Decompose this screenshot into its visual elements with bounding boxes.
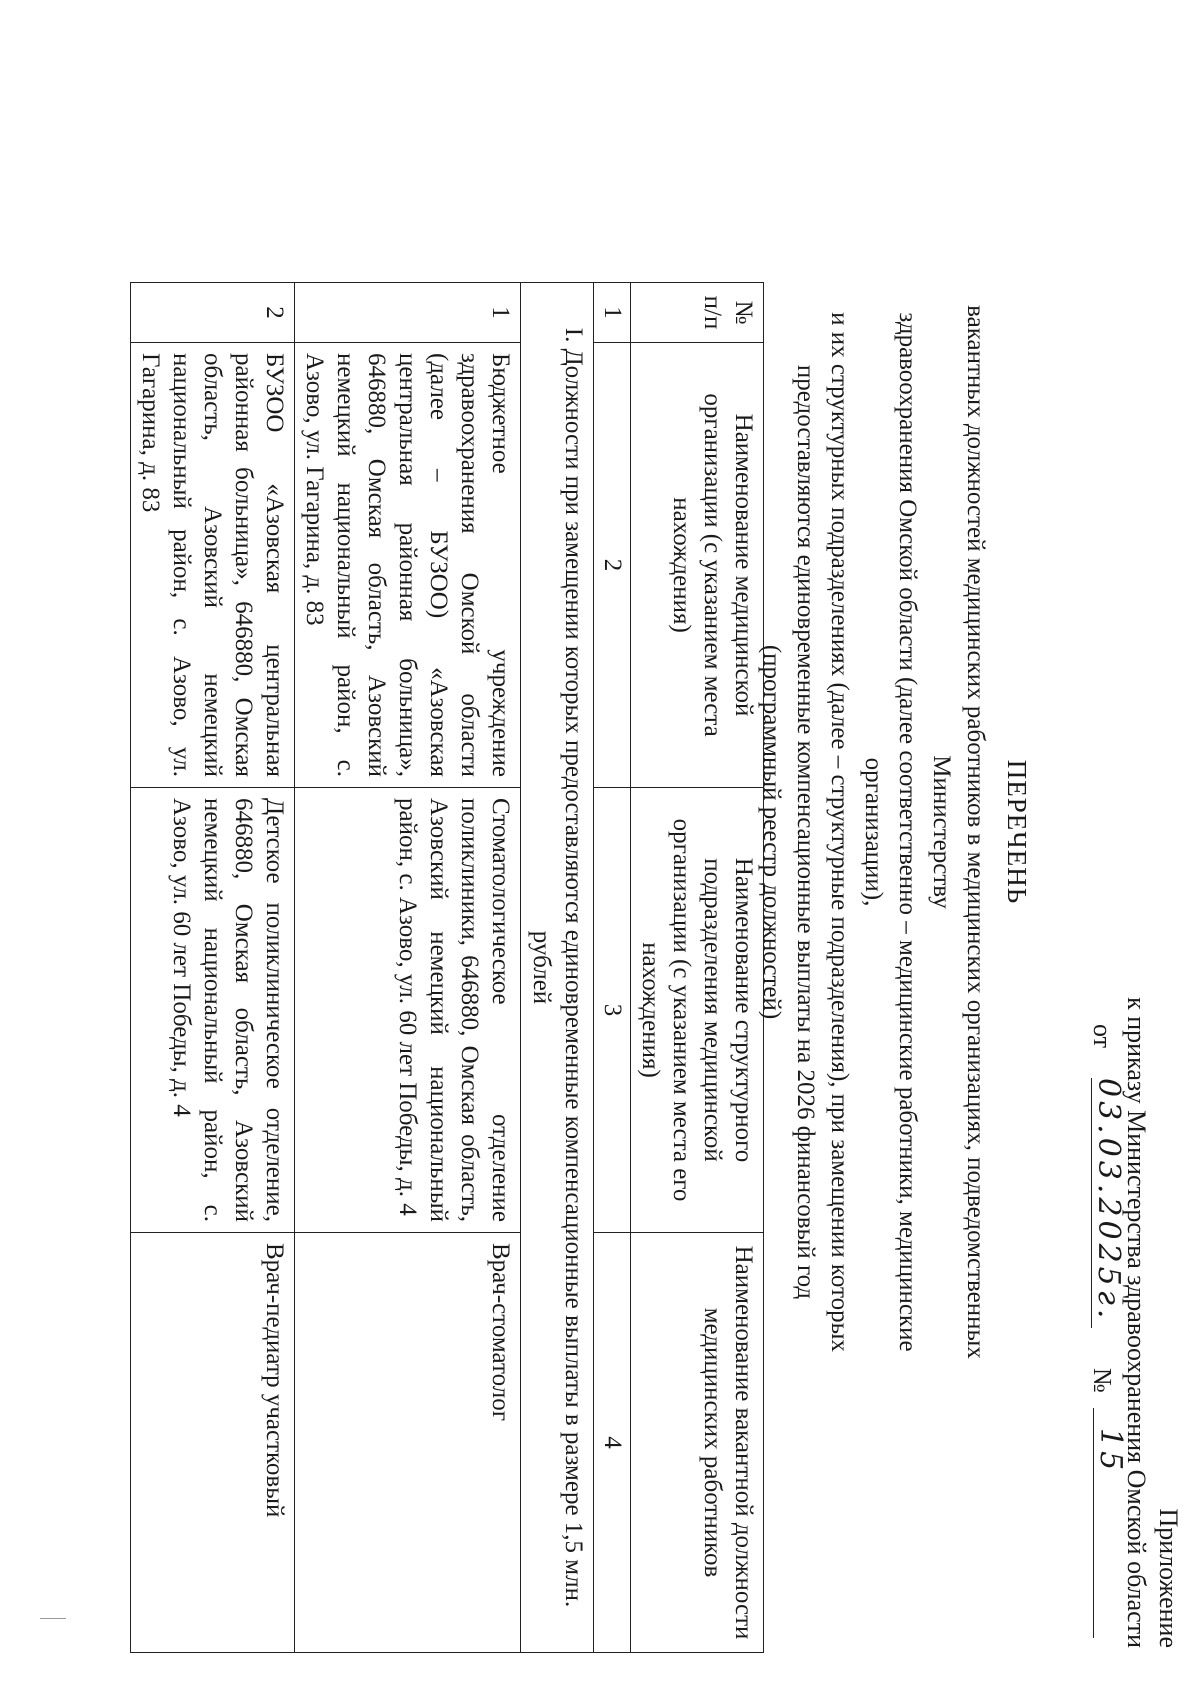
- appendix-title: Приложение: [1154, 1508, 1183, 1648]
- appendix-block: [1084, 928, 1184, 1648]
- header-subdivision: Наименование структурного подразделения медицинской организации (с указанием места его нахождения): [631, 788, 764, 1233]
- subdivision-cell: Стоматологическое отделение поликлиники, 646880, Омская область, Азовский немецкий национальный район, с. Азово, ул. 60 лет Победы, д. 4: [295, 788, 521, 1233]
- organization-cell: БУЗОО «Азовская центральная районная больница», 646880, Омская область, Азовский немецкий национальный район, с. Азово, ул. Гагарина, д. 83: [131, 343, 295, 788]
- table-header-row: [631, 283, 764, 1653]
- table-row: [131, 283, 295, 1653]
- rotated-page: [49, 72, 1184, 1672]
- number-label: №: [1088, 1368, 1117, 1393]
- table-row: [295, 283, 521, 1653]
- appendix-order-ref: к приказу Министерства здравоохранения Омской области: [1122, 997, 1151, 1648]
- position-cell: Врач-педиатр участковый: [131, 1233, 295, 1653]
- subdivision-cell: Детское поликлиническое отделение, 646880, Омская область, Азовский немецкий национальный район, с. Азово, ул. 60 лет Победы, д. 4: [131, 788, 295, 1233]
- organization-cell: Бюджетное учреждение здравоохранения Омской области (далее – БУЗОО) «Азовская центральная районная больница», 646880, Омская область, Азовский немецкий национальный район, с. Азово, ул. Гагарина, д. 83: [295, 343, 521, 788]
- header-num: № п/п: [631, 283, 764, 343]
- column-number: 3: [594, 788, 631, 1233]
- column-number-row: [594, 283, 631, 1653]
- header-organization: Наименование медицинской организации (с указанием места нахождения): [631, 343, 764, 788]
- section-title: I. Должности при замещении которых предоставляются единовременные компенсационные выплаты в размере 1,5 млн. рублей: [521, 283, 594, 1653]
- date-label: от: [1088, 1024, 1117, 1049]
- row-number: 1: [295, 283, 521, 343]
- title-line: здравоохранения Омской области (далее соответственно – медицинские работники, медицинские организации),: [860, 312, 921, 1352]
- document-title: [754, 242, 1034, 1422]
- position-cell: Врач-стоматолог: [295, 1233, 521, 1653]
- order-date: 03.03.2025г.: [1091, 1078, 1124, 1328]
- title-line: (программный реестр должностей): [758, 644, 785, 1020]
- title-heading: ПЕРЕЧЕНЬ: [1002, 759, 1032, 905]
- section-row: [521, 283, 594, 1653]
- column-number: 1: [594, 283, 631, 343]
- positions-table: [130, 282, 764, 1653]
- title-line: вакантных должностей медицинских работников в медицинских организациях, подведомственных Министерству: [928, 305, 989, 1359]
- order-number: 15: [1093, 1408, 1126, 1638]
- row-number: 2: [131, 283, 295, 343]
- column-number: 2: [594, 343, 631, 788]
- header-position: Наименование вакантной должности медицинских работников: [631, 1233, 764, 1653]
- title-line: предоставляются единовременные компенсационные выплаты на 2026 финансовый год: [792, 364, 819, 1300]
- column-number: 4: [594, 1233, 631, 1653]
- title-line: и их структурных подразделениях (далее – структурные подразделения), при замещении которых: [826, 312, 853, 1352]
- appendix-date-line: [1084, 928, 1128, 1648]
